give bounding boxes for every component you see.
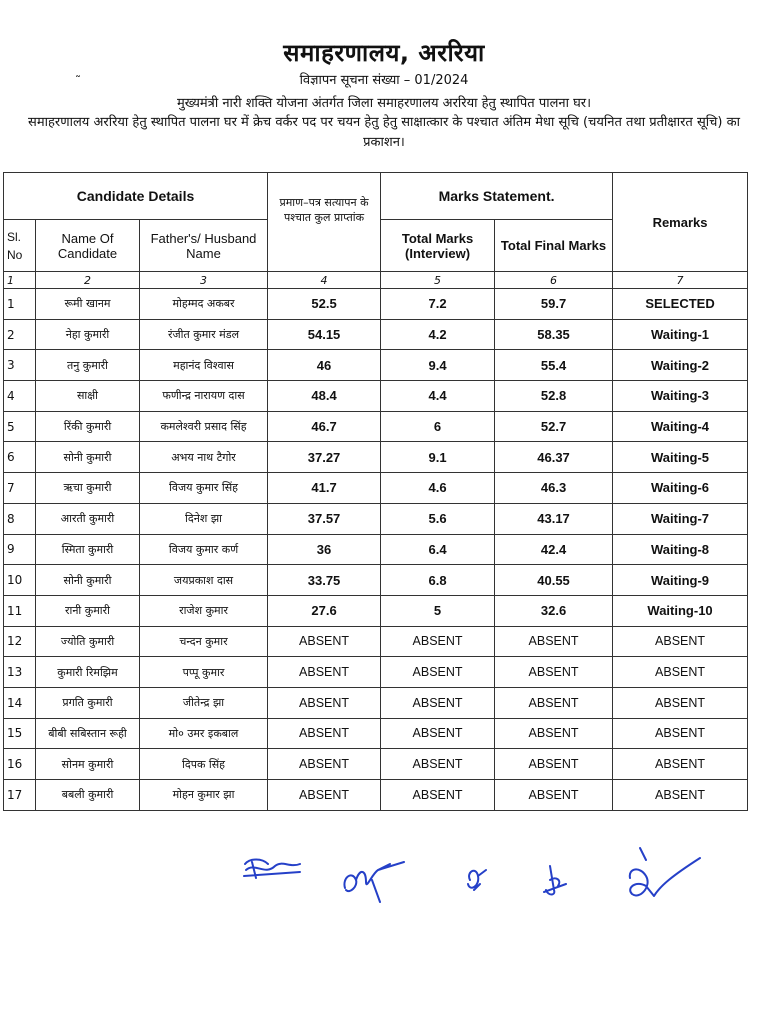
verified-marks-header: प्रमाण–पत्र सत्यापन के पश्चात कुल प्राप्तांक: [268, 173, 381, 272]
remarks-cell: SELECTED: [613, 289, 748, 320]
verified-marks-cell: 54.15: [268, 319, 381, 350]
remarks-cell: ABSENT: [613, 657, 748, 688]
remarks-cell: Waiting-10: [613, 595, 748, 626]
father-name-cell: महानंद विश्वास: [140, 350, 268, 381]
candidate-name-cell: सोनी कुमारी: [36, 565, 140, 596]
interview-marks-cell: 5: [381, 595, 495, 626]
father-name-cell: राजेश कुमार: [140, 595, 268, 626]
father-name-cell: विजय कुमार सिंह: [140, 473, 268, 504]
candidate-name-cell: सोनी कुमारी: [36, 442, 140, 473]
interview-marks-cell: 6.4: [381, 534, 495, 565]
candidate-name-cell: कुमारी रिमझिम: [36, 657, 140, 688]
verified-marks-cell: ABSENT: [268, 657, 381, 688]
sl-cell: 16: [4, 749, 36, 780]
candidate-name-cell: स्मिता कुमारी: [36, 534, 140, 565]
candidate-name-cell: रूमी खानम: [36, 289, 140, 320]
sl-cell: 14: [4, 687, 36, 718]
candidate-name-cell: प्रगति कुमारी: [36, 687, 140, 718]
candidate-details-header: Candidate Details: [4, 173, 268, 220]
signatures-area: [0, 840, 768, 930]
remarks-cell: ABSENT: [613, 718, 748, 749]
notice-number: विज्ञापन सूचना संख्या – 01/2024: [299, 73, 469, 88]
col-number: 2: [36, 272, 140, 289]
remarks-cell: Waiting-6: [613, 473, 748, 504]
merit-list-table: [3, 172, 748, 811]
father-name-cell: विजय कुमार कर्ण: [140, 534, 268, 565]
candidate-name-cell: रानी कुमारी: [36, 595, 140, 626]
interview-marks-cell: ABSENT: [381, 749, 495, 780]
sl-cell: 17: [4, 780, 36, 811]
remarks-cell: Waiting-2: [613, 350, 748, 381]
signature-3: [468, 870, 486, 890]
verified-marks-cell: 37.57: [268, 503, 381, 534]
father-name-cell: जीतेन्द्र झा: [140, 687, 268, 718]
father-name-cell: पप्पू कुमार: [140, 657, 268, 688]
final-marks-header: Total Final Marks: [495, 220, 613, 272]
marks-statement-header: Marks Statement.: [381, 173, 613, 220]
table-row: [4, 503, 748, 534]
signature-2: [344, 862, 404, 902]
sl-cell: 5: [4, 411, 36, 442]
interview-marks-cell: 6: [381, 411, 495, 442]
interview-marks-cell: 4.6: [381, 473, 495, 504]
final-marks-cell: 46.37: [495, 442, 613, 473]
column-number-row: [4, 272, 748, 289]
table-row: [4, 534, 748, 565]
table-row: [4, 595, 748, 626]
father-name-cell: जयप्रकाश दास: [140, 565, 268, 596]
sl-cell: 6: [4, 442, 36, 473]
father-name-cell: कमलेश्वरी प्रसाद सिंह: [140, 411, 268, 442]
sl-cell: 7: [4, 473, 36, 504]
remarks-cell: ABSENT: [613, 780, 748, 811]
signature-5: [630, 848, 700, 896]
candidate-name-cell: नेहा कुमारी: [36, 319, 140, 350]
table-row: [4, 687, 748, 718]
candidate-name-cell: बीबी सबिस्तान रूही: [36, 718, 140, 749]
col-number: 3: [140, 272, 268, 289]
final-marks-cell: ABSENT: [495, 687, 613, 718]
table-row: [4, 626, 748, 657]
table-row: [4, 381, 748, 412]
verified-marks-cell: 33.75: [268, 565, 381, 596]
candidate-name-cell: तनु कुमारी: [36, 350, 140, 381]
table-row: [4, 319, 748, 350]
remarks-cell: Waiting-9: [613, 565, 748, 596]
col-number: 5: [381, 272, 495, 289]
interview-marks-cell: 4.2: [381, 319, 495, 350]
scheme-line: मुख्यमंत्री नारी शक्ति योजना अंतर्गत जिला समाहरणालय अररिया हेतु स्थापित पालना घर।: [176, 96, 592, 111]
table-row: [4, 718, 748, 749]
table-row: [4, 442, 748, 473]
sl-cell: 9: [4, 534, 36, 565]
table-body: [4, 289, 748, 811]
final-marks-cell: 40.55: [495, 565, 613, 596]
candidate-name-cell: साक्षी: [36, 381, 140, 412]
sl-cell: 1: [4, 289, 36, 320]
remarks-cell: Waiting-5: [613, 442, 748, 473]
sl-cell: 13: [4, 657, 36, 688]
col-number: 6: [495, 272, 613, 289]
publication-line: समाहरणालय अररिया हेतु स्थापित पालना घर में क्रेच वर्कर पद पर चयन हेतु हेतु साक्षात्कार के पश्चात अंतिम मेधा सूचि (चयनित तथा प्रतीक्षारत सूचि) का प्रकाशन।: [28, 115, 740, 150]
remarks-cell: Waiting-8: [613, 534, 748, 565]
final-marks-cell: ABSENT: [495, 749, 613, 780]
table-row: [4, 473, 748, 504]
candidate-name-cell: ज्योति कुमारी: [36, 626, 140, 657]
final-marks-cell: 59.7: [495, 289, 613, 320]
verified-marks-cell: 37.27: [268, 442, 381, 473]
signature-4: [544, 866, 566, 895]
sl-cell: 10: [4, 565, 36, 596]
final-marks-cell: 52.8: [495, 381, 613, 412]
signature-1: [244, 860, 300, 879]
verified-marks-cell: 48.4: [268, 381, 381, 412]
father-name-cell: मोहम्मद अकबर: [140, 289, 268, 320]
interview-marks-cell: ABSENT: [381, 687, 495, 718]
final-marks-cell: ABSENT: [495, 718, 613, 749]
remarks-cell: ABSENT: [613, 626, 748, 657]
candidate-name-cell: आरती कुमारी: [36, 503, 140, 534]
table-row: [4, 565, 748, 596]
interview-marks-cell: 4.4: [381, 381, 495, 412]
verified-marks-cell: 46: [268, 350, 381, 381]
tick-mark: ˜: [75, 74, 81, 88]
final-marks-cell: 52.7: [495, 411, 613, 442]
sl-cell: 15: [4, 718, 36, 749]
verified-marks-cell: 36: [268, 534, 381, 565]
candidate-name-cell: रिंकी कुमारी: [36, 411, 140, 442]
verified-marks-cell: 46.7: [268, 411, 381, 442]
verified-marks-cell: 41.7: [268, 473, 381, 504]
candidate-name-cell: सोनम कुमारी: [36, 749, 140, 780]
table-row: [4, 289, 748, 320]
table-row: [4, 350, 748, 381]
remarks-cell: ABSENT: [613, 749, 748, 780]
name-header: Name Of Candidate: [36, 220, 140, 272]
verified-marks-cell: 52.5: [268, 289, 381, 320]
verified-marks-cell: ABSENT: [268, 718, 381, 749]
remarks-cell: Waiting-3: [613, 381, 748, 412]
sl-cell: 8: [4, 503, 36, 534]
verified-marks-cell: 27.6: [268, 595, 381, 626]
col-number: 4: [268, 272, 381, 289]
table-row: [4, 749, 748, 780]
final-marks-cell: 46.3: [495, 473, 613, 504]
remarks-cell: ABSENT: [613, 687, 748, 718]
father-name-cell: दिनेश झा: [140, 503, 268, 534]
father-name-cell: अभय नाथ टैगोर: [140, 442, 268, 473]
sl-no-header: Sl. No: [4, 220, 36, 272]
interview-marks-cell: ABSENT: [381, 657, 495, 688]
interview-marks-cell: 9.4: [381, 350, 495, 381]
final-marks-cell: 58.35: [495, 319, 613, 350]
sl-cell: 4: [4, 381, 36, 412]
father-name-cell: रंजीत कुमार मंडल: [140, 319, 268, 350]
final-marks-cell: ABSENT: [495, 626, 613, 657]
verified-marks-cell: ABSENT: [268, 626, 381, 657]
table-row: [4, 780, 748, 811]
verified-marks-cell: ABSENT: [268, 749, 381, 780]
verified-marks-cell: ABSENT: [268, 687, 381, 718]
father-header: Father's/ Husband Name: [140, 220, 268, 272]
father-name-cell: मो० उमर इकबाल: [140, 718, 268, 749]
interview-marks-cell: ABSENT: [381, 718, 495, 749]
interview-marks-cell: 9.1: [381, 442, 495, 473]
table-row: [4, 411, 748, 442]
col-number: 1: [4, 272, 36, 289]
office-title: समाहरणालय, अररिया: [283, 39, 485, 67]
interview-marks-cell: ABSENT: [381, 780, 495, 811]
father-name-cell: मोहन कुमार झा: [140, 780, 268, 811]
final-marks-cell: ABSENT: [495, 780, 613, 811]
interview-marks-cell: 6.8: [381, 565, 495, 596]
candidate-name-cell: बबली कुमारी: [36, 780, 140, 811]
verified-marks-cell: ABSENT: [268, 780, 381, 811]
final-marks-cell: 32.6: [495, 595, 613, 626]
col-number: 7: [613, 272, 748, 289]
remarks-cell: Waiting-4: [613, 411, 748, 442]
remarks-cell: Waiting-7: [613, 503, 748, 534]
table-row: [4, 657, 748, 688]
remarks-cell: Waiting-1: [613, 319, 748, 350]
interview-header: Total Marks (Interview): [381, 220, 495, 272]
interview-marks-cell: ABSENT: [381, 626, 495, 657]
father-name-cell: चन्दन कुमार: [140, 626, 268, 657]
sl-cell: 11: [4, 595, 36, 626]
interview-marks-cell: 5.6: [381, 503, 495, 534]
final-marks-cell: ABSENT: [495, 657, 613, 688]
candidate-name-cell: ऋचा कुमारी: [36, 473, 140, 504]
sl-cell: 2: [4, 319, 36, 350]
father-name-cell: फणीन्द्र नारायण दास: [140, 381, 268, 412]
father-name-cell: दिपक सिंह: [140, 749, 268, 780]
interview-marks-cell: 7.2: [381, 289, 495, 320]
sl-cell: 3: [4, 350, 36, 381]
signatures-svg: [0, 840, 768, 930]
final-marks-cell: 42.4: [495, 534, 613, 565]
final-marks-cell: 43.17: [495, 503, 613, 534]
final-marks-cell: 55.4: [495, 350, 613, 381]
sl-cell: 12: [4, 626, 36, 657]
remarks-header: Remarks: [613, 173, 748, 272]
